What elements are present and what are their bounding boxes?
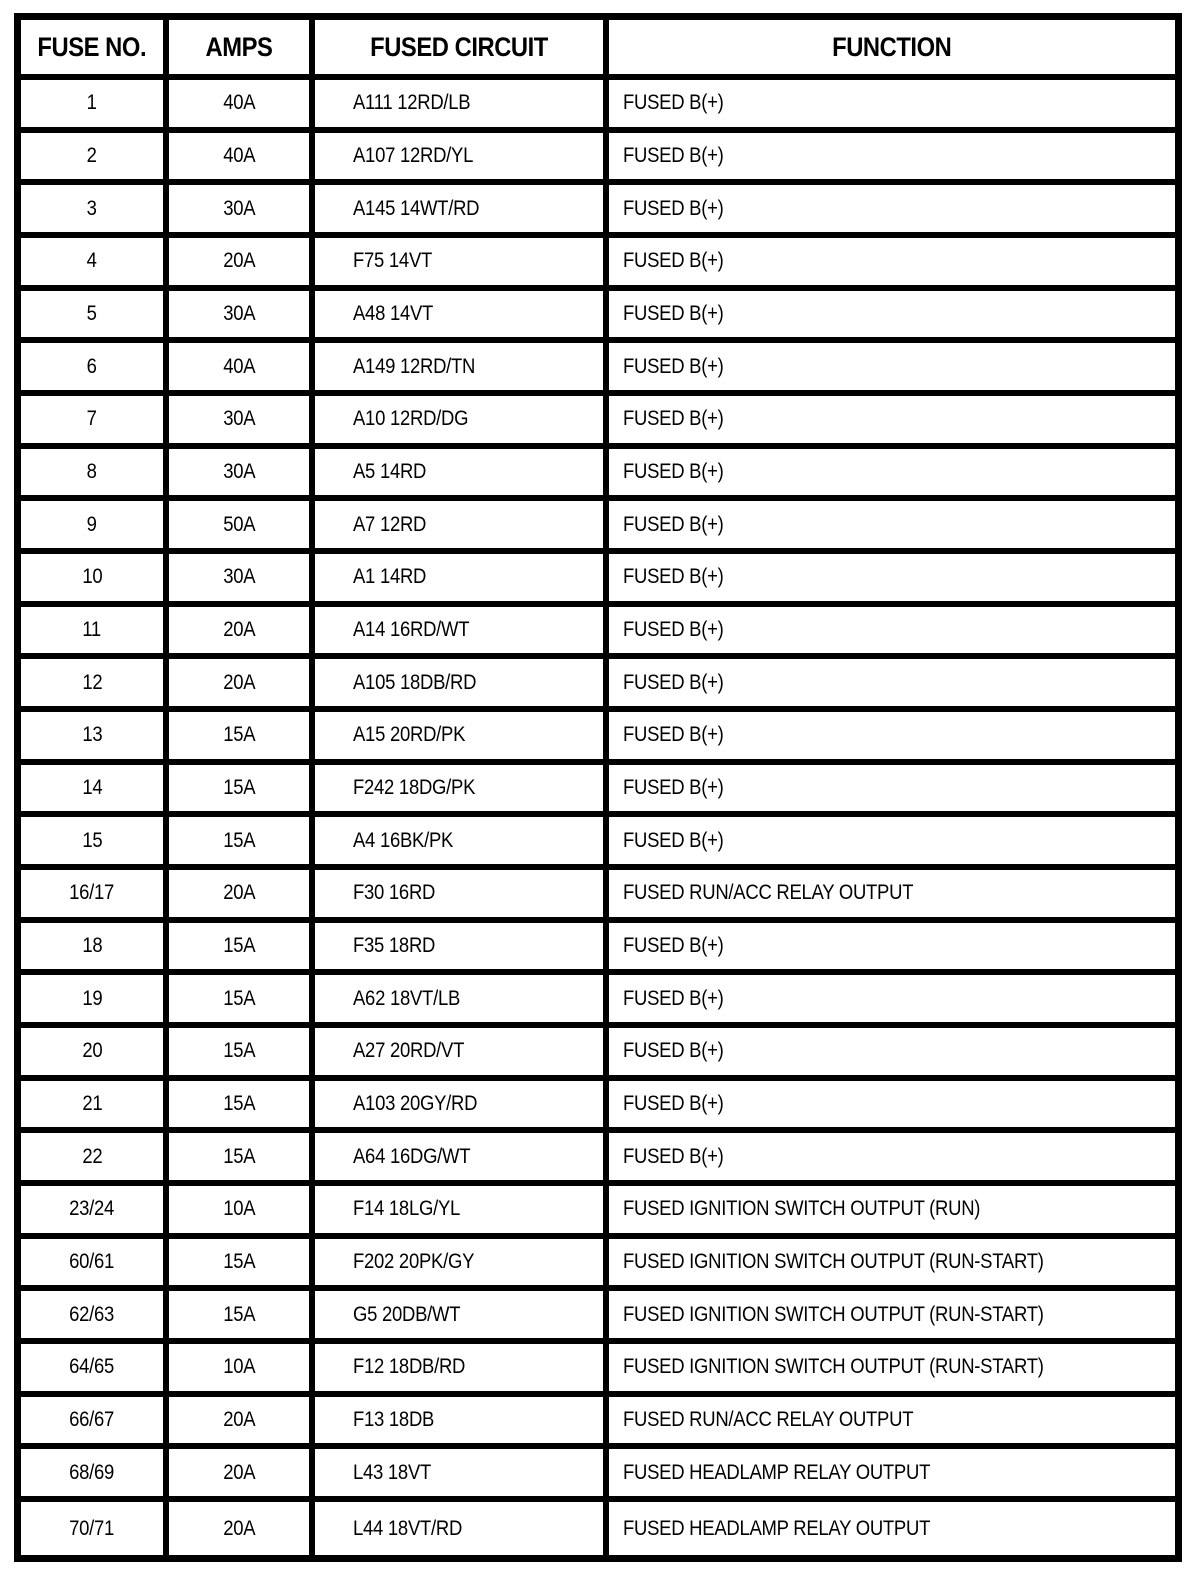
function-cell-text: FUSED B(+): [623, 196, 724, 220]
fuse-number-cell: [21, 659, 169, 712]
fused-circuit-cell-text: A4 16BK/PK: [353, 828, 454, 852]
fuse-number-cell: [21, 396, 169, 449]
function-cell: [609, 1081, 1175, 1134]
table-row: [21, 133, 1175, 186]
table-row: [21, 607, 1175, 660]
table-body: [21, 80, 1175, 1555]
table-row: [21, 870, 1175, 923]
fused-circuit-cell-text: F14 18LG/YL: [353, 1197, 461, 1221]
amps-cell-text: 20A: [222, 618, 256, 642]
table-row: [21, 396, 1175, 449]
amps-cell-text: 40A: [222, 144, 256, 167]
amps-cell: [169, 396, 315, 449]
amps-cell-text: 15A: [222, 986, 256, 1010]
amps-cell: [169, 765, 315, 818]
amps-cell: [169, 80, 315, 133]
fuse-number-cell-text: 62/63: [69, 1302, 115, 1326]
fuse-number-cell-text: 70/71: [69, 1516, 115, 1540]
amps-cell-text: 20A: [222, 1408, 256, 1432]
fuse-number-cell-text: 12: [81, 670, 103, 694]
fuse-number-cell-text: 10: [81, 565, 103, 589]
fuse-number-cell: [21, 185, 169, 238]
fused-circuit-cell: [315, 1239, 609, 1292]
fuse-number-cell-text: 3: [86, 196, 98, 220]
fuse-number-cell-text: 13: [81, 723, 103, 747]
fuse-table: [14, 13, 1182, 1562]
amps-cell-text: 30A: [222, 565, 256, 589]
fused-circuit-cell: [315, 238, 609, 291]
fused-circuit-cell: [315, 185, 609, 238]
fused-circuit-cell: [315, 1397, 609, 1450]
fuse-number-cell-text: 16/17: [69, 881, 115, 905]
table-row: [21, 449, 1175, 502]
fused-circuit-cell: [315, 1133, 609, 1186]
function-cell-text: FUSED B(+): [623, 144, 724, 167]
fused-circuit-cell-text: A27 20RD/VT: [353, 1039, 465, 1063]
amps-cell-text: 20A: [222, 249, 256, 273]
amps-cell: [169, 1291, 315, 1344]
function-cell: [609, 870, 1175, 923]
fuse-number-cell-text: 7: [86, 407, 98, 431]
fused-circuit-cell-text: L43 18VT: [353, 1460, 432, 1484]
amps-cell-text: 40A: [222, 91, 256, 115]
function-cell: [609, 396, 1175, 449]
amps-cell: [169, 975, 315, 1028]
function-cell-text: FUSED B(+): [623, 1039, 724, 1063]
table-row: [21, 238, 1175, 291]
function-cell: [609, 1291, 1175, 1344]
fuse-number-cell-text: 22: [81, 1144, 103, 1168]
fuse-number-cell-text: 6: [86, 354, 98, 378]
fused-circuit-cell-text: A149 12RD/TN: [353, 354, 476, 378]
amps-cell-text: 15A: [222, 934, 256, 958]
amps-cell-text: 15A: [222, 776, 256, 800]
function-cell: [609, 1133, 1175, 1186]
fused-circuit-cell: [315, 396, 609, 449]
function-cell: [609, 449, 1175, 502]
function-cell: [609, 238, 1175, 291]
fuse-number-cell: [21, 975, 169, 1028]
function-cell-text: FUSED B(+): [623, 670, 724, 694]
function-cell-text: FUSED B(+): [623, 249, 724, 273]
fused-circuit-cell: [315, 1291, 609, 1344]
fuse-number-cell: [21, 1344, 169, 1397]
function-cell-text: FUSED RUN/ACC RELAY OUTPUT: [623, 881, 914, 905]
fused-circuit-cell-text: A5 14RD: [353, 460, 427, 484]
amps-cell-text: 20A: [222, 881, 256, 905]
amps-cell: [169, 659, 315, 712]
fuse-number-cell-text: 8: [86, 460, 98, 484]
table-row: [21, 659, 1175, 712]
amps-cell: [169, 1239, 315, 1292]
function-cell-text: FUSED B(+): [623, 565, 724, 589]
function-cell-text: FUSED HEADLAMP RELAY OUTPUT: [623, 1460, 931, 1484]
table-row: [21, 1291, 1175, 1344]
fused-circuit-cell-text: F75 14VT: [353, 249, 433, 273]
fused-circuit-cell: [315, 765, 609, 818]
function-cell-text: FUSED B(+): [623, 512, 724, 536]
amps-cell: [169, 1502, 315, 1555]
fused-circuit-cell-text: A103 20GY/RD: [353, 1092, 478, 1116]
amps-cell-text: 15A: [222, 1144, 256, 1168]
amps-cell: [169, 712, 315, 765]
amps-cell-text: 20A: [222, 1460, 256, 1484]
fuse-number-cell-text: 9: [86, 512, 98, 536]
fuse-number-cell: [21, 1081, 169, 1134]
fuse-number-cell-text: 14: [81, 776, 103, 800]
fused-circuit-cell: [315, 80, 609, 133]
fuse-number-cell: [21, 1239, 169, 1292]
amps-cell: [169, 1449, 315, 1502]
fused-circuit-cell-text: A14 16RD/WT: [353, 618, 470, 642]
function-cell: [609, 712, 1175, 765]
fused-circuit-cell: [315, 870, 609, 923]
fuse-number-cell: [21, 1291, 169, 1344]
fuse-number-cell: [21, 870, 169, 923]
fuse-number-cell: [21, 1186, 169, 1239]
fuse-number-cell-text: 1: [86, 91, 98, 115]
fused-circuit-cell-text: A48 14VT: [353, 302, 434, 326]
table-row: [21, 80, 1175, 133]
fuse-number-cell-text: 18: [81, 934, 103, 958]
fuse-number-cell: [21, 1028, 169, 1081]
fuse-number-cell: [21, 343, 169, 396]
fuse-number-cell-text: 68/69: [69, 1460, 115, 1484]
function-cell: [609, 975, 1175, 1028]
fuse-number-cell: [21, 291, 169, 344]
amps-cell: [169, 1344, 315, 1397]
table-row: [21, 1081, 1175, 1134]
fused-circuit-cell: [315, 1344, 609, 1397]
table-row: [21, 343, 1175, 396]
fuse-number-cell-text: 66/67: [69, 1408, 115, 1432]
amps-cell-text: 30A: [222, 196, 256, 220]
fuse-number-cell: [21, 80, 169, 133]
table-header: [21, 20, 1175, 80]
fused-circuit-cell-text: A64 16DG/WT: [353, 1144, 471, 1168]
fused-circuit-cell-text: F13 18DB: [353, 1408, 435, 1432]
fused-circuit-cell-text: A105 18DB/RD: [353, 670, 477, 694]
table-row: [21, 923, 1175, 976]
fused-circuit-cell-text: F30 16RD: [353, 881, 436, 905]
fuse-number-cell: [21, 1133, 169, 1186]
table-row: [21, 291, 1175, 344]
function-cell: [609, 1397, 1175, 1450]
fused-circuit-cell: [315, 659, 609, 712]
amps-cell: [169, 607, 315, 660]
table-row: [21, 501, 1175, 554]
fuse-number-cell: [21, 607, 169, 660]
amps-cell-text: 10A: [222, 1197, 256, 1221]
fuse-number-cell-text: 23/24: [69, 1197, 115, 1221]
function-cell: [609, 343, 1175, 396]
function-cell: [609, 80, 1175, 133]
fused-circuit-cell: [315, 975, 609, 1028]
fuse-number-cell: [21, 238, 169, 291]
amps-cell: [169, 1028, 315, 1081]
table-row: [21, 975, 1175, 1028]
function-cell: [609, 291, 1175, 344]
amps-cell: [169, 1186, 315, 1239]
fused-circuit-cell-text: A145 14WT/RD: [353, 196, 480, 220]
fused-circuit-cell-text: A111 12RD/LB: [353, 91, 471, 115]
fused-circuit-cell-text: A62 18VT/LB: [353, 986, 461, 1010]
table-row: [21, 1449, 1175, 1502]
function-cell-text: FUSED B(+): [623, 302, 724, 326]
fuse-number-cell: [21, 501, 169, 554]
fused-circuit-cell: [315, 712, 609, 765]
function-cell: [609, 1344, 1175, 1397]
function-cell-text: FUSED IGNITION SWITCH OUTPUT (RUN-START): [623, 1250, 1044, 1274]
fused-circuit-cell: [315, 133, 609, 186]
function-cell: [609, 501, 1175, 554]
fused-circuit-cell-text: F202 20PK/GY: [353, 1250, 475, 1274]
function-cell-text: FUSED B(+): [623, 1092, 724, 1116]
fuse-number-cell: [21, 817, 169, 870]
fuse-number-cell: [21, 133, 169, 186]
table-row: [21, 1397, 1175, 1450]
fused-circuit-cell: [315, 1186, 609, 1239]
fuse-number-cell-text: 21: [81, 1092, 103, 1116]
fused-circuit-cell-text: G5 20DB/WT: [353, 1302, 461, 1326]
function-cell: [609, 1239, 1175, 1292]
header-fuse-no: FUSE NO.: [21, 20, 169, 80]
function-cell-text: FUSED HEADLAMP RELAY OUTPUT: [623, 1516, 931, 1540]
function-cell-text: FUSED B(+): [623, 407, 724, 431]
fused-circuit-cell: [315, 1502, 609, 1555]
fuse-number-cell-text: 60/61: [69, 1250, 115, 1274]
fused-circuit-cell-text: A15 20RD/PK: [353, 723, 466, 747]
amps-cell-text: 20A: [222, 670, 256, 694]
fused-circuit-cell-text: F35 18RD: [353, 934, 436, 958]
table-row: [21, 1028, 1175, 1081]
fuse-number-cell-text: 64/65: [69, 1355, 115, 1379]
amps-cell-text: 15A: [222, 1250, 256, 1274]
table-row: [21, 817, 1175, 870]
fused-circuit-cell: [315, 449, 609, 502]
fused-circuit-cell-text: A107 12RD/YL: [353, 144, 474, 167]
fused-circuit-cell-text: L44 18VT/RD: [353, 1516, 463, 1540]
amps-cell: [169, 870, 315, 923]
function-cell-text: FUSED B(+): [623, 460, 724, 484]
amps-cell: [169, 291, 315, 344]
amps-cell: [169, 133, 315, 186]
function-cell: [609, 1502, 1175, 1555]
fused-circuit-cell-text: A10 12RD/DG: [353, 407, 469, 431]
function-cell-text: FUSED IGNITION SWITCH OUTPUT (RUN): [623, 1197, 981, 1221]
fused-circuit-cell: [315, 1081, 609, 1134]
table-row: [21, 1502, 1175, 1555]
function-cell: [609, 1186, 1175, 1239]
amps-cell-text: 40A: [222, 354, 256, 378]
fuse-number-cell-text: 15: [81, 828, 103, 852]
fused-circuit-cell: [315, 607, 609, 660]
amps-cell-text: 15A: [222, 723, 256, 747]
fused-circuit-cell: [315, 817, 609, 870]
fused-circuit-cell-text: A7 12RD: [353, 512, 427, 536]
amps-cell: [169, 817, 315, 870]
function-cell-text: FUSED B(+): [623, 618, 724, 642]
table-row: [21, 1186, 1175, 1239]
fuse-number-cell: [21, 923, 169, 976]
header-function: FUNCTION: [609, 20, 1175, 80]
function-cell-text: FUSED B(+): [623, 91, 724, 115]
fuse-number-cell-text: 19: [81, 986, 103, 1010]
function-cell-text: FUSED B(+): [623, 776, 724, 800]
fuse-number-cell: [21, 449, 169, 502]
fused-circuit-cell-text: A1 14RD: [353, 565, 427, 589]
function-cell-text: FUSED B(+): [623, 934, 724, 958]
amps-cell: [169, 923, 315, 976]
amps-cell: [169, 238, 315, 291]
function-cell: [609, 659, 1175, 712]
function-cell: [609, 817, 1175, 870]
function-cell: [609, 923, 1175, 976]
table-row: [21, 1133, 1175, 1186]
function-cell-text: FUSED B(+): [623, 354, 724, 378]
fuse-number-cell: [21, 554, 169, 607]
fuse-number-cell: [21, 1449, 169, 1502]
header-row: [21, 20, 1175, 80]
function-cell-text: FUSED B(+): [623, 986, 724, 1010]
fuse-number-cell: [21, 1397, 169, 1450]
function-cell-text: FUSED B(+): [623, 723, 724, 747]
amps-cell: [169, 185, 315, 238]
fuse-number-cell-text: 4: [86, 249, 98, 273]
amps-cell-text: 10A: [222, 1355, 256, 1379]
amps-cell-text: 15A: [222, 828, 256, 852]
amps-cell: [169, 1081, 315, 1134]
function-cell-text: FUSED RUN/ACC RELAY OUTPUT: [623, 1408, 914, 1432]
function-cell: [609, 554, 1175, 607]
amps-cell-text: 30A: [222, 460, 256, 484]
amps-cell-text: 15A: [222, 1039, 256, 1063]
function-cell: [609, 133, 1175, 186]
header-fused-circuit: FUSED CIRCUIT: [315, 20, 609, 80]
function-cell-text: FUSED B(+): [623, 1144, 724, 1168]
amps-cell-text: 15A: [222, 1302, 256, 1326]
function-cell-text: FUSED B(+): [623, 828, 724, 852]
function-cell: [609, 765, 1175, 818]
amps-cell: [169, 501, 315, 554]
fuse-number-cell: [21, 1502, 169, 1555]
header-amps: AMPS: [169, 20, 315, 80]
amps-cell-text: 20A: [222, 1516, 256, 1540]
fused-circuit-cell-text: F242 18DG/PK: [353, 776, 476, 800]
amps-cell: [169, 343, 315, 396]
function-cell: [609, 607, 1175, 660]
table-row: [21, 1239, 1175, 1292]
fuse-number-cell-text: 2: [86, 144, 98, 167]
fused-circuit-cell-text: F12 18DB/RD: [353, 1355, 466, 1379]
amps-cell: [169, 449, 315, 502]
table-row: [21, 712, 1175, 765]
fused-circuit-cell: [315, 554, 609, 607]
fuse-number-cell: [21, 765, 169, 818]
table-row: [21, 554, 1175, 607]
fused-circuit-cell: [315, 1449, 609, 1502]
table-row: [21, 1344, 1175, 1397]
fused-circuit-cell: [315, 1028, 609, 1081]
fused-circuit-cell: [315, 343, 609, 396]
fuse-number-cell-text: 11: [82, 618, 102, 642]
function-cell: [609, 1028, 1175, 1081]
fuse-number-cell-text: 20: [81, 1039, 103, 1063]
function-cell: [609, 1449, 1175, 1502]
function-cell-text: FUSED IGNITION SWITCH OUTPUT (RUN-START): [623, 1355, 1044, 1379]
amps-cell: [169, 554, 315, 607]
fused-circuit-cell: [315, 501, 609, 554]
amps-cell-text: 30A: [222, 302, 256, 326]
amps-cell: [169, 1397, 315, 1450]
fuse-number-cell: [21, 712, 169, 765]
fuse-number-cell-text: 5: [86, 302, 98, 326]
fused-circuit-cell: [315, 291, 609, 344]
function-cell: [609, 185, 1175, 238]
amps-cell-text: 50A: [222, 512, 256, 536]
function-cell-text: FUSED IGNITION SWITCH OUTPUT (RUN-START): [623, 1302, 1044, 1326]
amps-cell-text: 30A: [222, 407, 256, 431]
amps-cell-text: 15A: [222, 1092, 256, 1116]
table-row: [21, 765, 1175, 818]
amps-cell: [169, 1133, 315, 1186]
table-row: [21, 185, 1175, 238]
fused-circuit-cell: [315, 923, 609, 976]
